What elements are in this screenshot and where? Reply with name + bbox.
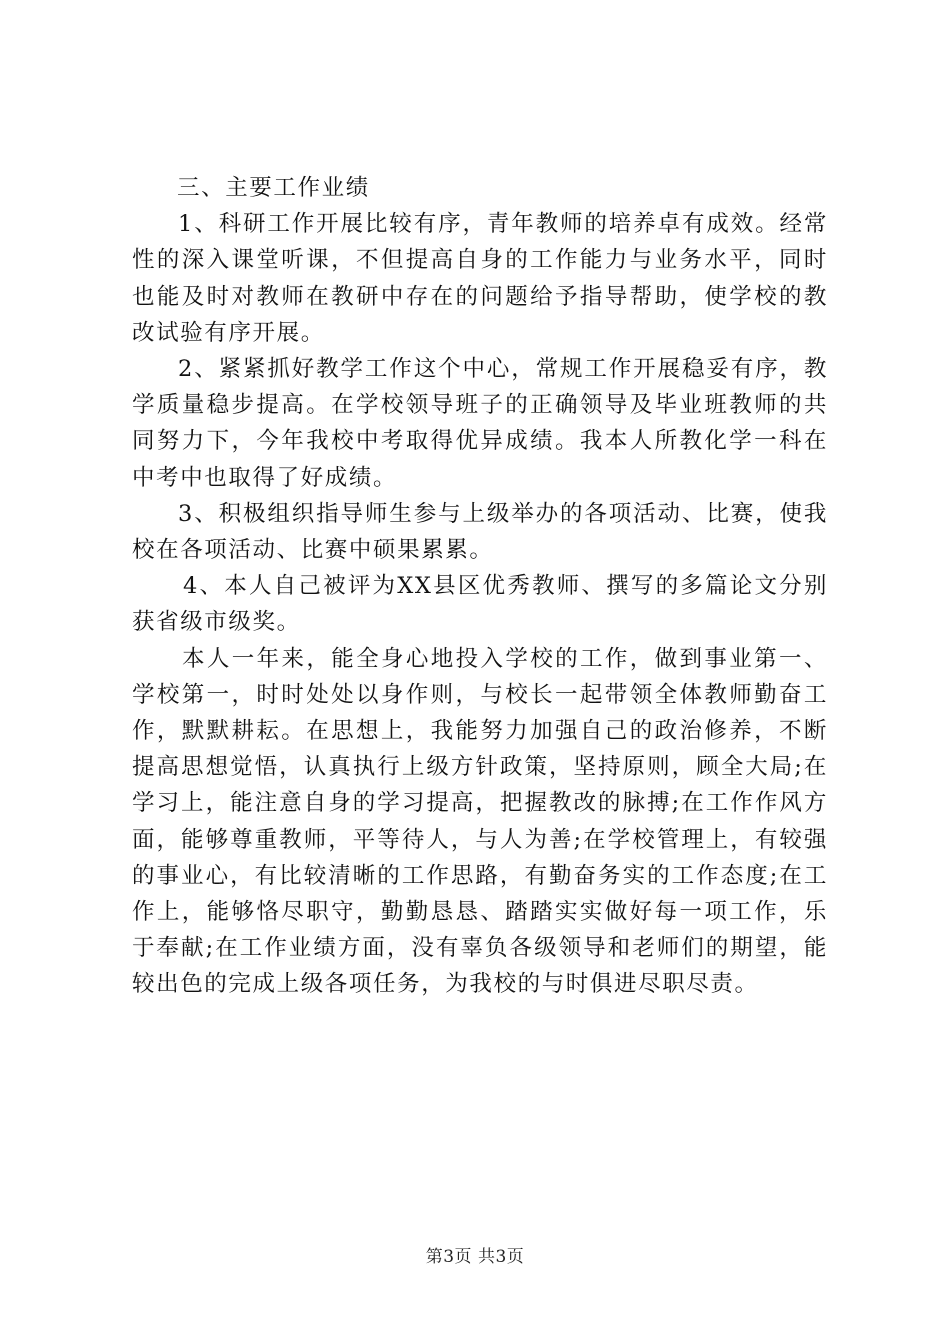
page-footer: 第3页 共3页 bbox=[425, 1247, 525, 1267]
section-heading: 三、主要工作业绩 bbox=[177, 175, 370, 201]
paragraph-teaching-work: 2、紧紧抓好教学工作这个中心，常规工作开展稳妥有序，教学质量稳步提高。在学校领导班子的正确领导及毕业班教师的共同努力下，今年我校中考取得优异成绩。我本人所教化学一科在中考中也取得了好成绩。 bbox=[132, 356, 828, 491]
document-body bbox=[132, 170, 828, 1003]
paragraph-awards: 4、本人自己被评为XX县区优秀教师、撰写的多篇论文分别获省级市级奖。 bbox=[132, 573, 828, 636]
paragraph-activities: 3、积极组织指导师生参与上级举办的各项活动、比赛，使我校在各项活动、比赛中硕果累累。 bbox=[132, 500, 828, 564]
paragraph-summary: 本人一年来，能全身心地投入学校的工作，做到事业第一、学校第一，时时处处以身作则，与校长一起带领全体教师勤奋工作，默默耕耘。在思想上，我能努力加强自己的政治修养，不断提高思想觉悟，认真执行上级方针政策，坚持原则，顾全大局;在学习上，能注意自身的学习提高，把握教改的脉搏;在工作作风方面，能够尊重教师，平等待人，与人为善;在学校管理上，有较强的事业心，有比较清晰的工作思路，有勤奋务实的工作态度;在工作上，能够恪尽职守，勤勤恳恳、踏踏实实做好每一项工作，乐于奉献;在工作业绩方面，没有辜负各级领导和老师们的期望，能较出色的完成上级各项任务，为我校的与时俱进尽职尽责。 bbox=[132, 645, 828, 998]
paragraph-research-work: 1、科研工作开展比较有序，青年教师的培养卓有成效。经常性的深入课堂听课，不但提高自身的工作能力与业务水平，同时也能及时对教师在教研中存在的问题给予指导帮助，使学校的教改试验有序开展。 bbox=[132, 211, 828, 346]
